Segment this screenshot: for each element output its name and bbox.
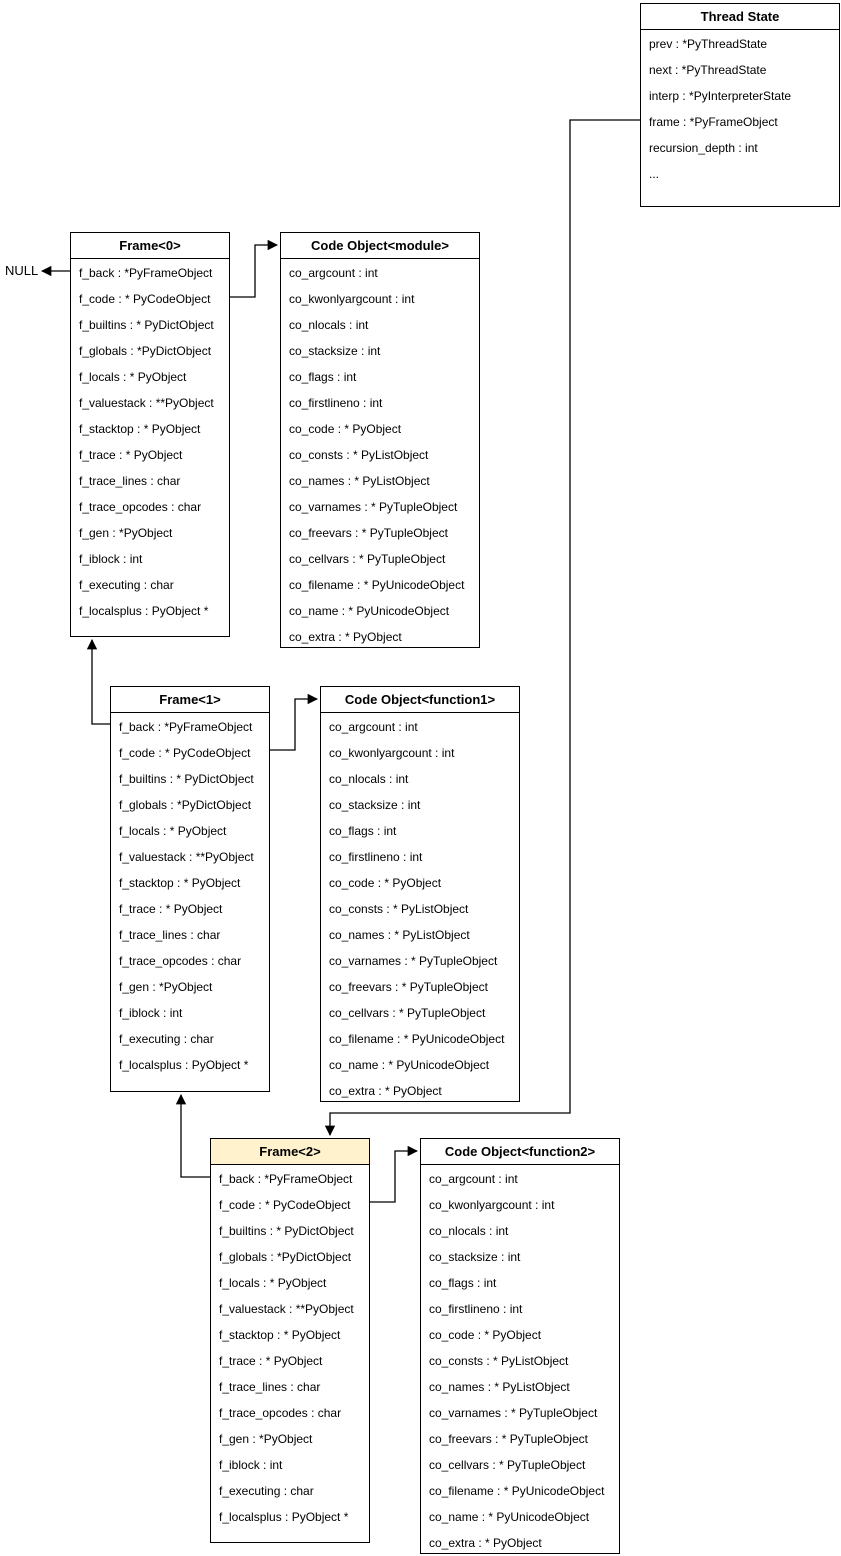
field-row: co_nlocals : int (329, 772, 409, 786)
field-row: f_stacktop : * PyObject (219, 1328, 341, 1342)
field-row: co_filename : * PyUnicodeObject (429, 1484, 605, 1498)
connector-frame2-fcode-to-code-function2 (370, 1151, 417, 1202)
field-row: co_name : * PyUnicodeObject (329, 1058, 490, 1072)
frame2-fields (211, 1165, 369, 1530)
field-row: f_stacktop : * PyObject (119, 876, 241, 890)
code-module-box (280, 232, 480, 648)
field-row: co_consts : * PyListObject (289, 448, 429, 462)
field-row: co_flags : int (289, 370, 357, 384)
field-row: co_code : * PyObject (429, 1328, 542, 1342)
field-row: co_filename : * PyUnicodeObject (289, 578, 465, 592)
field-row: f_trace_opcodes : char (79, 500, 202, 514)
field-row: co_cellvars : * PyTupleObject (329, 1006, 486, 1020)
field-row: co_freevars : * PyTupleObject (429, 1432, 588, 1446)
field-row: co_names : * PyListObject (329, 928, 470, 942)
field-row: f_executing : char (119, 1032, 214, 1046)
field-row: f_localsplus : PyObject * (219, 1510, 349, 1524)
field-row: f_trace_opcodes : char (119, 954, 242, 968)
field-row: co_kwonlyargcount : int (429, 1198, 555, 1212)
field-row: co_stacksize : int (329, 798, 421, 812)
field-row: f_code : * PyCodeObject (79, 292, 211, 306)
field-row: co_code : * PyObject (329, 876, 442, 890)
field-row: f_iblock : int (79, 552, 143, 566)
frame2-title: Frame<2> (211, 1139, 369, 1165)
field-row: f_gen : *PyObject (79, 526, 173, 540)
field-row: co_argcount : int (429, 1172, 518, 1186)
field-row: co_argcount : int (329, 720, 418, 734)
field-row: co_cellvars : * PyTupleObject (429, 1458, 586, 1472)
frame0-box (70, 232, 230, 637)
field-row: co_freevars : * PyTupleObject (329, 980, 488, 994)
connector-frame2-fback-to-frame1 (181, 1095, 210, 1177)
field-row: f_executing : char (219, 1484, 314, 1498)
field-row: f_iblock : int (219, 1458, 283, 1472)
field-row: co_names : * PyListObject (429, 1380, 570, 1394)
field-row: f_builtins : * PyDictObject (219, 1224, 354, 1238)
field-row: f_valuestack : **PyObject (219, 1302, 354, 1316)
field-row: f_back : *PyFrameObject (79, 266, 213, 280)
field-row: co_firstlineno : int (329, 850, 423, 864)
field-row: interp : *PyInterpreterState (649, 89, 792, 103)
code-function2-title: Code Object<function2> (421, 1139, 619, 1165)
field-row: co_freevars : * PyTupleObject (289, 526, 448, 540)
field-row: co_varnames : * PyTupleObject (289, 500, 458, 514)
code-function2-fields (421, 1165, 619, 1554)
field-row: co_consts : * PyListObject (329, 902, 469, 916)
thread-state-fields (641, 30, 839, 187)
field-row: co_stacksize : int (289, 344, 381, 358)
frame1-title: Frame<1> (111, 687, 269, 713)
code-function1-fields (321, 713, 519, 1102)
frame0-fields (71, 259, 229, 624)
code-function1-box (320, 686, 520, 1102)
field-row: co_extra : * PyObject (329, 1084, 442, 1098)
field-row: f_trace_opcodes : char (219, 1406, 342, 1420)
thread-state-title: Thread State (641, 4, 839, 30)
field-row: co_extra : * PyObject (429, 1536, 542, 1550)
field-row: co_firstlineno : int (289, 396, 383, 410)
code-module-fields (281, 259, 479, 648)
field-row: f_globals : *PyDictObject (79, 344, 212, 358)
field-row: f_trace : * PyObject (119, 902, 223, 916)
field-row: f_localsplus : PyObject * (79, 604, 209, 618)
field-row: f_trace_lines : char (119, 928, 221, 942)
field-row: co_consts : * PyListObject (429, 1354, 569, 1368)
field-row: f_trace_lines : char (219, 1380, 321, 1394)
field-row: co_name : * PyUnicodeObject (289, 604, 450, 618)
frame1-fields (111, 713, 269, 1078)
code-function2-box (420, 1138, 620, 1554)
field-row: f_back : *PyFrameObject (219, 1172, 353, 1186)
field-row: prev : *PyThreadState (649, 37, 768, 51)
field-row: co_kwonlyargcount : int (329, 746, 455, 760)
field-row: co_firstlineno : int (429, 1302, 523, 1316)
field-row: f_builtins : * PyDictObject (119, 772, 254, 786)
field-row: co_nlocals : int (429, 1224, 509, 1238)
field-row: next : *PyThreadState (649, 63, 767, 77)
field-row: co_argcount : int (289, 266, 378, 280)
field-row: co_varnames : * PyTupleObject (329, 954, 498, 968)
frame0-title: Frame<0> (71, 233, 229, 259)
field-row: f_valuestack : **PyObject (79, 396, 214, 410)
field-row: f_globals : *PyDictObject (119, 798, 252, 812)
field-row: co_stacksize : int (429, 1250, 521, 1264)
field-row: f_code : * PyCodeObject (119, 746, 251, 760)
null-label: NULL (5, 263, 39, 278)
connector-frame1-fback-to-frame0 (92, 640, 110, 724)
field-row: f_gen : *PyObject (119, 980, 213, 994)
field-row: f_iblock : int (119, 1006, 183, 1020)
field-row: f_localsplus : PyObject * (119, 1058, 249, 1072)
field-row: co_extra : * PyObject (289, 630, 402, 644)
field-row: co_names : * PyListObject (289, 474, 430, 488)
field-row: f_code : * PyCodeObject (219, 1198, 351, 1212)
field-row: co_kwonlyargcount : int (289, 292, 415, 306)
field-row: f_executing : char (79, 578, 174, 592)
field-row: co_code : * PyObject (289, 422, 402, 436)
field-row: recursion_depth : int (649, 141, 758, 155)
field-row: f_stacktop : * PyObject (79, 422, 201, 436)
field-row: f_locals : * PyObject (219, 1276, 327, 1290)
field-row: co_cellvars : * PyTupleObject (289, 552, 446, 566)
frame2-box (210, 1138, 370, 1543)
field-row: f_locals : * PyObject (119, 824, 227, 838)
field-row: f_locals : * PyObject (79, 370, 187, 384)
field-row: f_gen : *PyObject (219, 1432, 313, 1446)
field-row: f_globals : *PyDictObject (219, 1250, 352, 1264)
field-row: f_trace : * PyObject (219, 1354, 323, 1368)
field-row: co_filename : * PyUnicodeObject (329, 1032, 505, 1046)
field-row: f_trace_lines : char (79, 474, 181, 488)
field-row: frame : *PyFrameObject (649, 115, 778, 129)
code-module-title: Code Object<module> (281, 233, 479, 259)
field-row: f_back : *PyFrameObject (119, 720, 253, 734)
connector-frame1-fcode-to-code-function1 (270, 699, 317, 750)
field-row: ... (649, 167, 660, 181)
field-row: co_nlocals : int (289, 318, 369, 332)
field-row: co_varnames : * PyTupleObject (429, 1406, 598, 1420)
field-row: f_trace : * PyObject (79, 448, 183, 462)
field-row: co_flags : int (329, 824, 397, 838)
field-row: f_valuestack : **PyObject (119, 850, 254, 864)
field-row: co_name : * PyUnicodeObject (429, 1510, 590, 1524)
connector-frame0-fcode-to-code-module (230, 245, 277, 297)
field-row: f_builtins : * PyDictObject (79, 318, 214, 332)
field-row: co_flags : int (429, 1276, 497, 1290)
thread-state-box (640, 3, 840, 207)
code-function1-title: Code Object<function1> (321, 687, 519, 713)
frame1-box (110, 686, 270, 1092)
